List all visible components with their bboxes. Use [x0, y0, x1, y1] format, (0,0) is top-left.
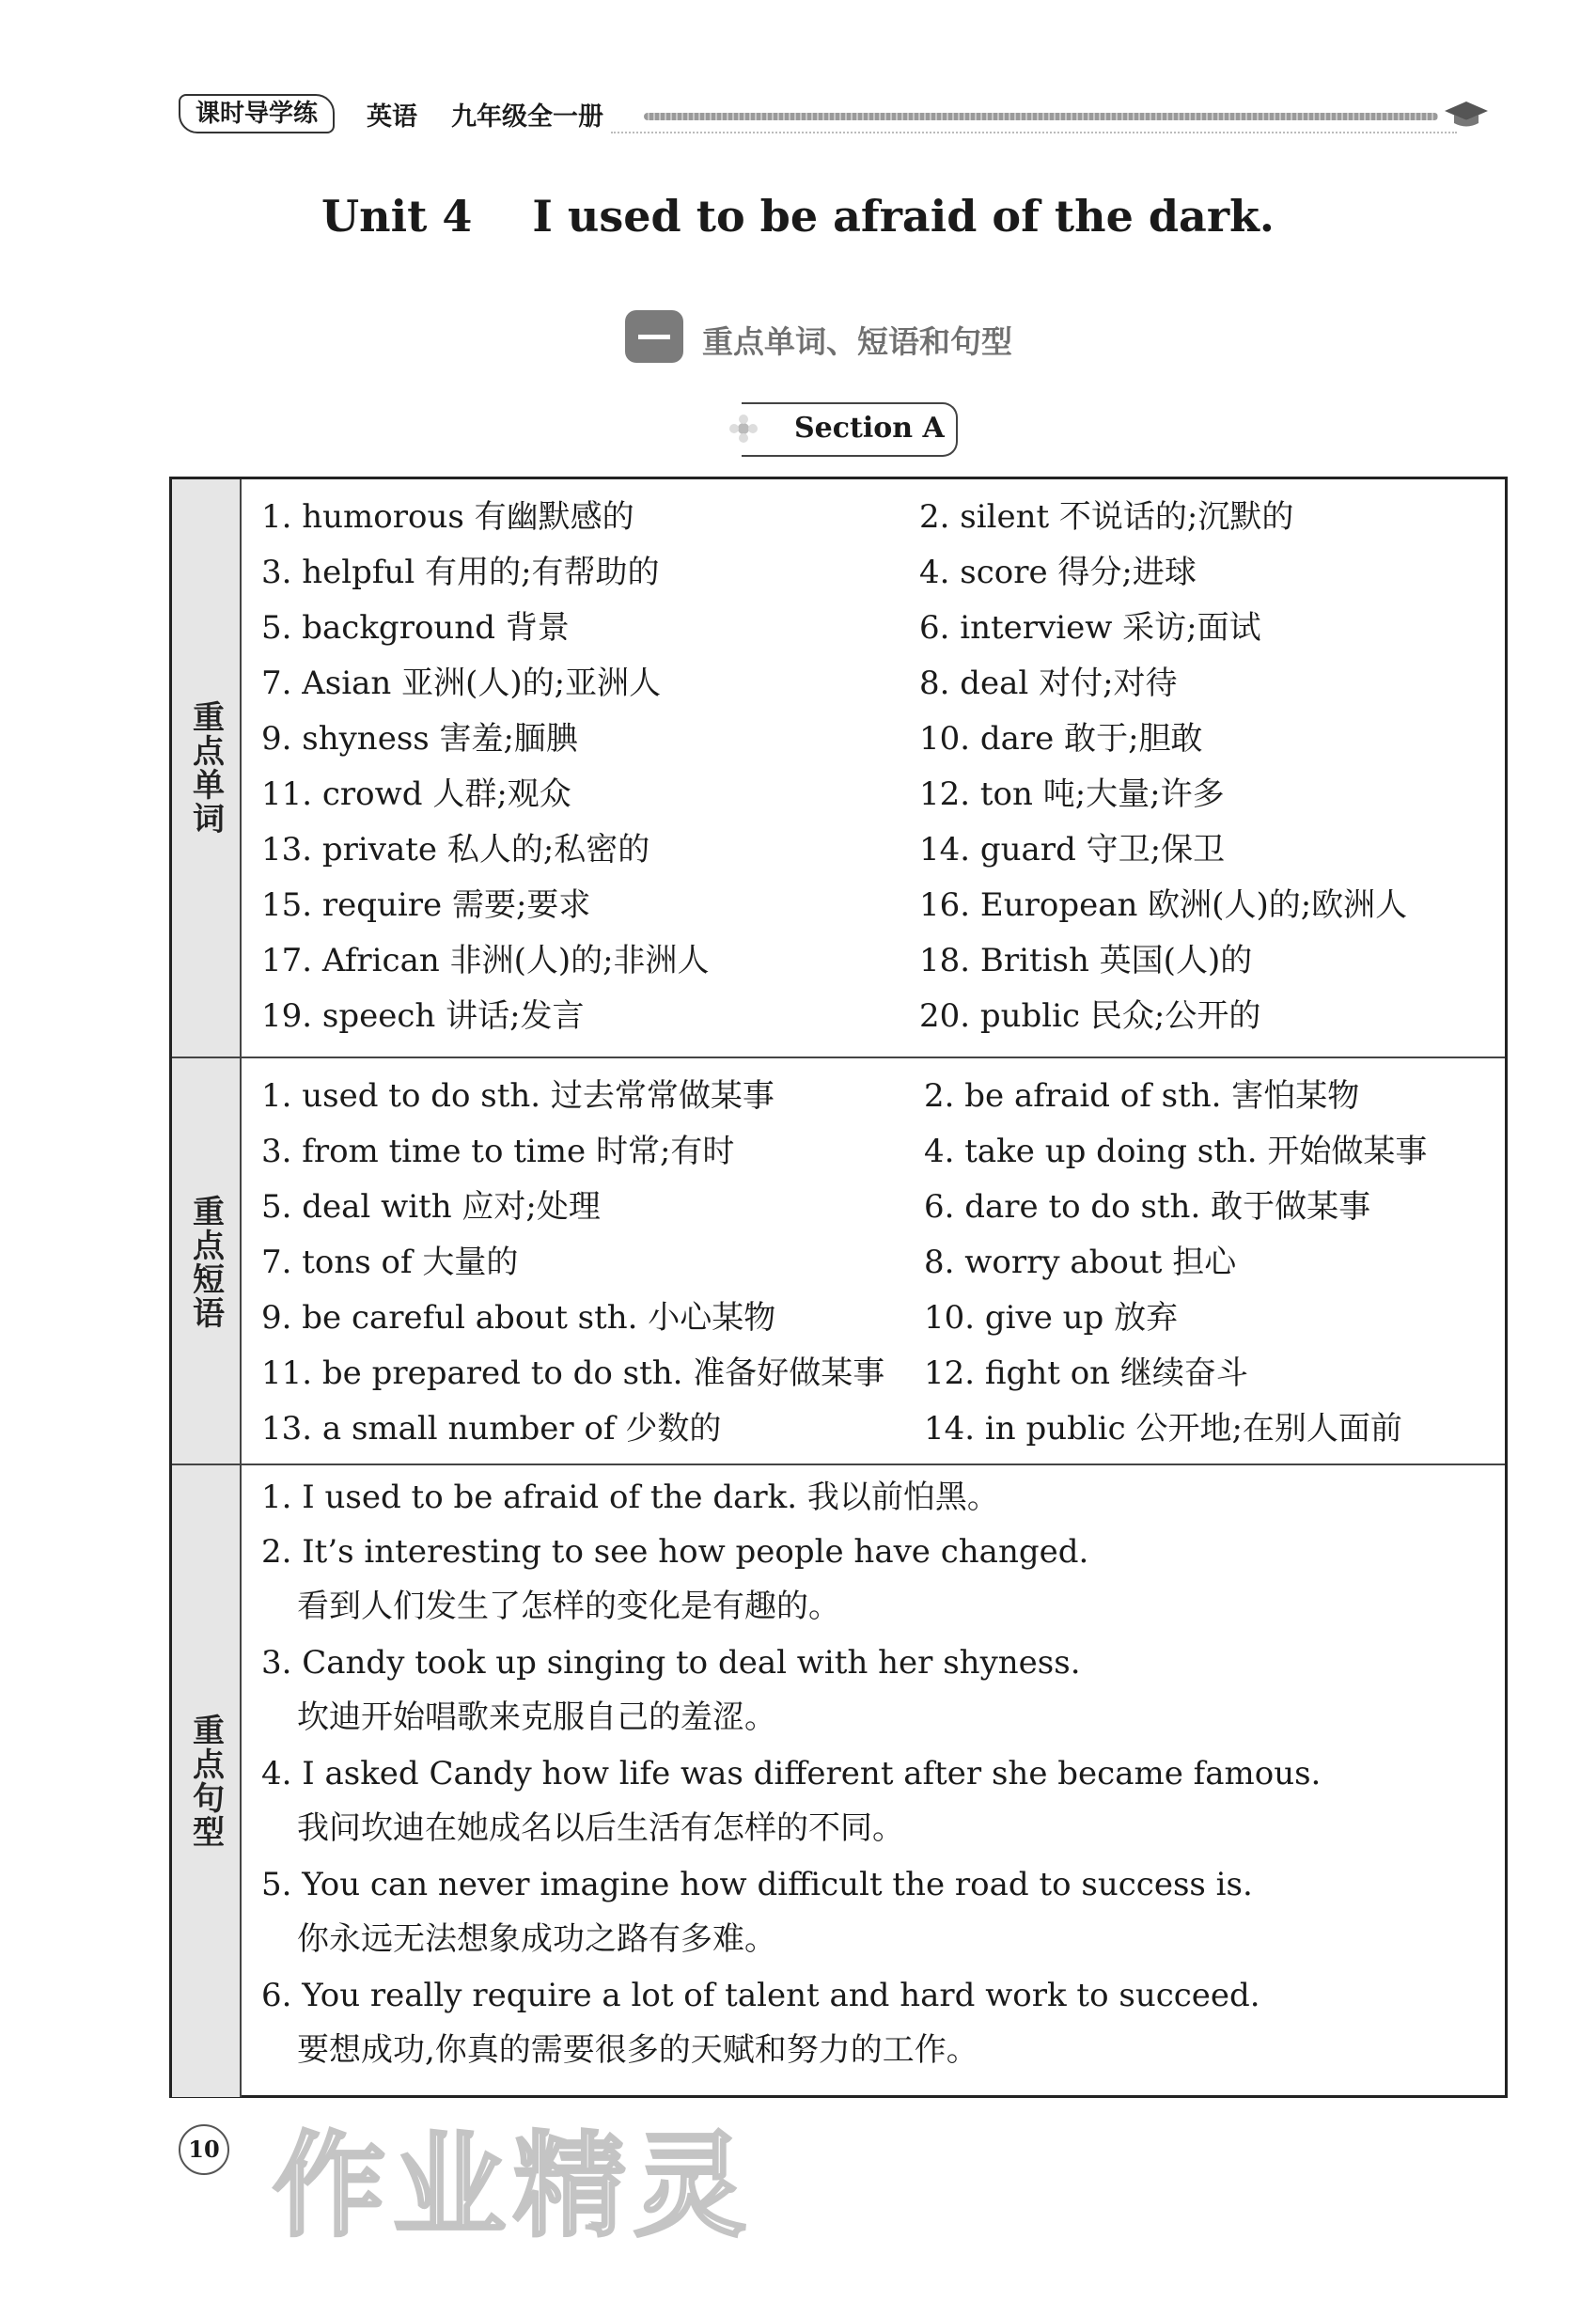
watermark-text: 作业精灵 [273, 2121, 754, 2252]
phrase-item: 4. take up doing sth. 开始做某事 [924, 1133, 1428, 1170]
word-item: 8. deal 对付;对待 [919, 665, 1178, 702]
sentence-en: 4. I asked Candy how life was different after she became famous. [261, 1755, 1322, 1792]
word-item: 17. African 非洲(人)的;非洲人 [261, 942, 710, 979]
word-item: 19. speech 讲话;发言 [261, 997, 585, 1035]
section-heading-text: 重点单词、短语和句型 [702, 323, 1012, 360]
word-item: 14. guard 守卫;保卫 [919, 831, 1226, 869]
word-item: 15. require 需要;要求 [261, 886, 591, 924]
sentence-cn: 要想成功,你真的需要很多的天赋和努力的工作。 [297, 2031, 978, 2069]
phrase-item: 2. be afraid of sth. 害怕某物 [924, 1077, 1360, 1115]
phrases-label: 重点短语 [186, 1194, 225, 1330]
graduation-cap-icon [1443, 98, 1490, 132]
sentence-en: 6. You really require a lot of talent and hard work to succeed. [261, 1977, 1260, 2014]
sentence-en: 3. Candy took up singing to deal with her shyness. [261, 1644, 1081, 1682]
word-item: 10. dare 敢于;胆敢 [919, 720, 1203, 758]
word-item: 7. Asian 亚洲(人)的;亚洲人 [261, 665, 662, 702]
words-row [172, 479, 1505, 1057]
phrase-item: 10. give up 放弃 [924, 1299, 1179, 1337]
word-item: 4. score 得分;进球 [919, 554, 1197, 591]
words-label: 重点单词 [186, 700, 225, 836]
word-item: 6. interview 采访;面试 [919, 609, 1261, 647]
phrase-item: 13. a small number of 少数的 [261, 1410, 722, 1448]
word-item: 20. public 民众;公开的 [919, 997, 1261, 1035]
word-item: 18. British 英国(人)的 [919, 942, 1253, 979]
word-item: 5. background 背景 [261, 609, 570, 647]
word-item: 16. European 欧洲(人)的;欧洲人 [919, 886, 1408, 924]
book-brand: 课时导学练 [179, 94, 335, 133]
sentences-label: 重点句型 [186, 1714, 225, 1849]
sentence-cn: 我问坎迪在她成名以后生活有怎样的不同。 [297, 1809, 904, 1847]
phrase-item: 12. fight on 继续奋斗 [924, 1354, 1248, 1392]
phrase-item: 5. deal with 应对;处理 [261, 1188, 601, 1226]
word-item: 13. private 私人的;私密的 [261, 831, 650, 869]
vocabulary-table [169, 477, 1508, 2098]
page-header [169, 90, 1494, 137]
word-item: 3. helpful 有用的;有帮助的 [261, 554, 660, 591]
sentence-cn: 坎迪开始唱歌来克服自己的羞涩。 [297, 1698, 776, 1736]
sentence-cn: 看到人们发生了怎样的变化是有趣的。 [297, 1588, 840, 1625]
subject-label: 英语 [367, 102, 417, 132]
words-label-cell [172, 479, 242, 1057]
phrase-item: 11. be prepared to do sth. 准备好做某事 [261, 1354, 885, 1392]
phrase-item: 1. used to do sth. 过去常常做某事 [261, 1077, 775, 1115]
sentences-row [172, 1464, 1505, 2097]
phrases-label-cell [172, 1058, 242, 1465]
sentence-cn: 你永远无法想象成功之路有多难。 [297, 1920, 776, 1958]
word-item: 12. ton 吨;大量;许多 [919, 775, 1225, 813]
flower-icon [728, 414, 759, 444]
word-item: 9. shyness 害羞;腼腆 [261, 720, 578, 758]
phrase-item: 7. tons of 大量的 [261, 1244, 519, 1281]
section-a-tag [728, 402, 962, 457]
section-number-badge [625, 310, 683, 363]
sentences-label-cell [172, 1465, 242, 2097]
header-divider-bar [644, 113, 1438, 120]
sentence-en: 1. I used to be afraid of the dark. 我以前怕黑。 [261, 1479, 999, 1516]
grade-label: 九年级全一册 [451, 102, 603, 132]
sentence-en: 5. You can never imagine how difficult the road to success is. [261, 1866, 1253, 1903]
section-tag-text: Section A [794, 412, 945, 445]
phrase-item: 8. worry about 担心 [924, 1244, 1237, 1281]
sentence-en: 2. It’s interesting to see how people have changed. [261, 1533, 1089, 1571]
section-number-one [638, 335, 670, 339]
unit-title: Unit 4 I used to be afraid of the dark. [321, 191, 1275, 242]
phrase-item: 6. dare to do sth. 敢于做某事 [924, 1188, 1371, 1226]
phrase-item: 9. be careful about sth. 小心某物 [261, 1299, 776, 1337]
page-number: 10 [179, 2124, 229, 2175]
phrase-item: 14. in public 公开地;在别人面前 [924, 1410, 1402, 1448]
word-item: 11. crowd 人群;观众 [261, 775, 571, 813]
word-item: 1. humorous 有幽默感的 [261, 498, 634, 536]
header-dotted-line [611, 132, 1457, 133]
phrase-item: 3. from time to time 时常;有时 [261, 1133, 735, 1170]
word-item: 2. silent 不说话的;沉默的 [919, 498, 1294, 536]
phrases-row [172, 1057, 1505, 1465]
